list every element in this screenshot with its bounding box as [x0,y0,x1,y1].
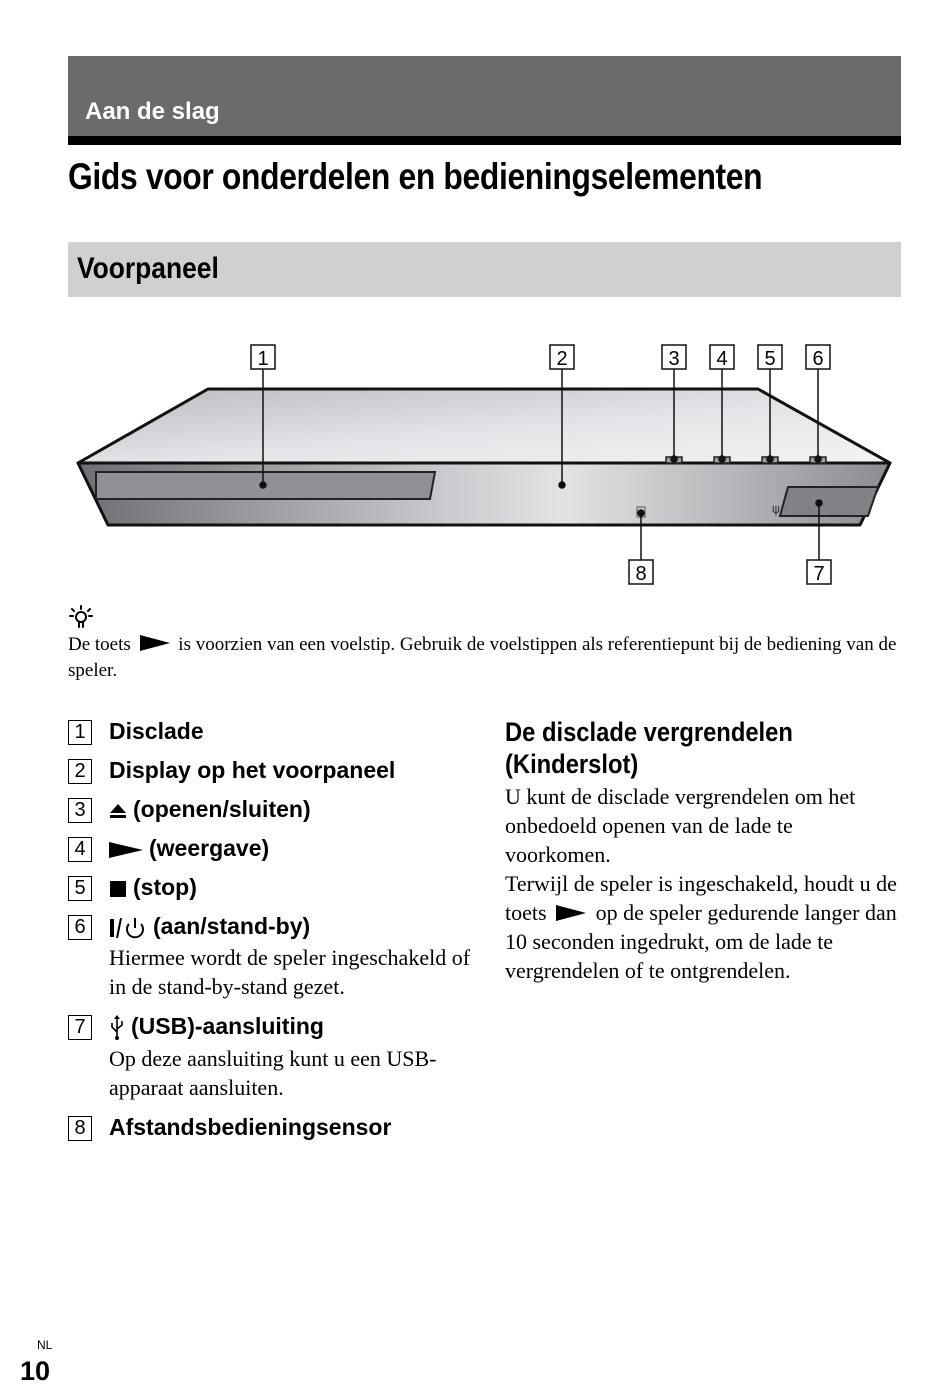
svg-text:6: 6 [812,348,824,370]
power-icon [109,917,147,939]
child-lock-text-before: Terwijl de speler is ingeschakeld, houdt u de toets [505,871,897,925]
page-number: 10 [20,1356,51,1386]
subsection-label: Voorpaneel [77,252,219,285]
part-item [68,874,478,901]
tip-text [68,632,898,684]
child-lock-paragraph-2 [505,869,901,985]
callout-7 [807,560,831,585]
tip-text-after: is voorzien van een voelstip. Gebruik de voelstippen als referentiepunt bij de bediening van de speler. [68,634,897,681]
player-top-face [78,389,890,463]
svg-text:8: 8 [635,563,647,585]
part-number: 7 [68,1015,92,1040]
part-item [68,1013,478,1102]
front-panel-diagram [60,335,900,590]
play-icon [109,841,143,859]
part-description: Op deze aansluiting kunt u een USB-apparaat aansluiten. [109,1045,437,1100]
part-title: (USB)-aansluiting [131,1013,324,1039]
svg-text:ψ: ψ [772,502,780,516]
stop-icon [109,880,127,898]
eject-icon [109,802,127,820]
play-icon [140,635,170,651]
page-title: Gids voor onderdelen en bedieningselementen [68,156,763,197]
part-number: 4 [68,837,92,862]
part-title: (openen/sluiten) [133,796,311,822]
part-item [68,913,478,1001]
child-lock-body [505,782,901,985]
play-icon [556,905,586,921]
child-lock-text-after: op de speler gedurende langer dan 10 seconden ingedrukt, om de lade te vergrendelen of te ontgrendelen. [505,900,897,983]
parts-list [68,718,478,1153]
part-title: (aan/stand-by) [153,913,311,939]
part-title: Afstandsbedieningsensor [109,1113,392,1140]
part-description: Hiermee wordt de speler ingeschakeld of in de stand-by-stand gezet. [109,945,471,999]
part-item [68,718,478,745]
part-number: 5 [68,876,92,901]
svg-text:1: 1 [257,348,269,370]
part-title: (stop) [133,874,197,900]
callout-3 [662,345,686,370]
subsection-band [68,242,901,297]
child-lock-paragraph-1: U kunt de disclade vergrendelen om het onbedoeld openen van de lade te voorkomen. [505,784,856,867]
callout-1 [251,345,275,370]
callout-8 [629,560,653,585]
lightbulb-hint-icon [68,604,94,630]
child-lock-heading: De disclade vergrendelen (Kinderslot) [505,717,793,779]
display-window [780,487,878,516]
part-item [68,1114,478,1141]
callout-2 [550,345,574,370]
language-code: NL [37,1338,53,1352]
part-number: 2 [68,759,92,784]
part-title: Disclade [109,718,204,744]
part-number: 6 [68,915,92,940]
part-number: 1 [68,720,92,745]
part-item [68,796,478,823]
usb-icon [109,1015,125,1041]
callout-6 [806,345,830,370]
svg-text:5: 5 [764,348,776,370]
section-label: Aan de slag [85,98,220,125]
svg-text:4: 4 [716,348,728,370]
part-item [68,757,478,784]
part-title: (weergave) [149,835,270,861]
part-number: 3 [68,798,92,823]
callout-5 [758,345,782,370]
tip-text-before: De toets [68,634,131,655]
part-number: 8 [68,1116,92,1141]
section-band [68,56,901,145]
part-item [68,835,478,862]
svg-text:7: 7 [813,563,825,585]
svg-text:2: 2 [556,348,568,370]
callout-4 [710,345,734,370]
part-title: Display op het voorpaneel [109,757,396,783]
svg-text:3: 3 [668,348,680,370]
